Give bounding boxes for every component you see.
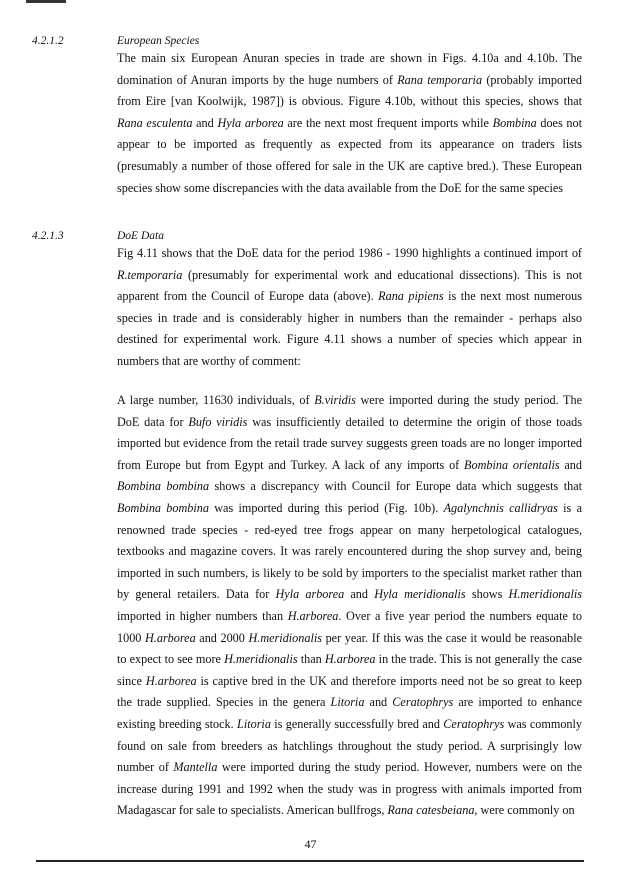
text-run: imported in higher numbers than [117,608,288,623]
species-name: Bombina bombina [117,479,210,494]
species-name: H.meridionalis [508,587,583,602]
species-name: H.meridionalis [224,652,298,667]
species-name: H.meridionalis [248,630,322,645]
species-name: Rana pipiens [378,289,444,304]
text-run: shows [465,587,509,602]
species-name: Bombina bombina [117,500,209,515]
text-run: are imported to enhance existing breeding stock. [117,695,582,731]
species-name: Hyla meridionalis [374,587,466,602]
text-run: . Over a five year period the numbers equate to 1000 [117,608,582,645]
species-name: Bombina [492,115,537,130]
species-name: R.temporaria [117,267,183,282]
text-run: was insufficiently detailed to determine the origin of those toads imported but evidence from the retail trade survey suggests green toads are no longer imported from Europe but from Egypt and Turkey. A lack of any imports of [117,414,582,472]
section-number: 4.2.1.2 [32,35,64,47]
text-run: in the trade. This is not generally the case since [117,652,582,688]
species-name: Bufo viridis [188,414,248,429]
species-name: Ceratophrys [392,695,454,710]
text-run: (probably imported from Eire [van Koolwijk, 1987]) is obvious. Figure 4.10b, without this species, shows that [117,72,582,109]
text-run: and [364,695,393,710]
text-run: were imported during the study period. However, numbers were on the increase during 1991 and 1992 when the study was in progress with animals imported from Madagascar for sale to specialists. American bullfrogs, [117,760,582,818]
section-number: 4.2.1.3 [32,230,64,242]
scan-corner-mark [26,0,66,3]
text-run: Fig 4.11 shows that the DoE data for the period 1986 - 1990 highlights a continued import of [117,246,582,260]
text-run: is the next most numerous species in trade and is considerably higher in numbers than the remainder - perhaps also destined for experimental work. Figure 4.11 shows a number of species which appear in numbers that are worthy of comment: [117,289,582,368]
species-name: H.arborea [324,652,376,667]
species-name: Hyla arborea [217,115,284,130]
text-run: and 2000 [195,630,249,645]
species-name: Mantella [173,760,218,775]
species-name: Litoria [330,695,365,710]
text-run: and [559,457,582,472]
text-run: The main six European Anuran species in trade are shown in Figs. 4.10a and 4.10b. The domination of Anuran imports by the huge numbers of [117,51,582,87]
species-name: Bombina orientalis [464,457,560,472]
species-name: H.arborea [287,608,339,623]
species-name: B.viridis [314,393,356,407]
text-run: than [297,652,325,667]
text-run: was commonly found on sale from breeders as hatchlings throughout the study period. A surprisingly low number of [117,716,582,775]
paragraph [117,390,582,822]
text-run: is captive bred in the UK and therefore imports need not be so great to keep the trade supplied. Species in the genera [117,673,582,710]
text-run: (presumably for experimental work and educational dissections). This is not apparent from the Council of Europe data (above). [117,267,582,304]
section-title: DoE Data [117,230,164,242]
text-run: does not appear to be imported as frequently as expected from its appearance on traders lists (presumably a number of those offered for sale in the UK are captive bred.). These European species show some discrepancies with the data available from the DoE for the same species [117,115,582,195]
text-run: was imported during this period (Fig. 10b). [208,500,444,515]
page-number: 47 [304,837,317,851]
species-name: Ceratophrys [443,716,505,731]
paragraph [117,243,582,373]
section-title: European Species [117,35,200,47]
text-run: is generally successfully bred and [270,716,444,731]
species-name: Litoria [237,716,271,731]
text-run: and [192,115,218,130]
paragraph [117,48,582,199]
species-name: H.arborea [145,630,196,645]
text-run: A large number, 11630 individuals, of [117,393,315,407]
text-run: and [344,587,375,602]
species-name: H.arborea [145,673,197,688]
text-run: is a renowned trade species - red-eyed tree frogs appear on many herpetological catalogues, textbooks and magazine covers. It was rarely encountered during the shop survey and, being imported in such numbers, is likely to be sold by importers to the specialist market rather than by general retailers. Data for [117,500,582,602]
species-name: Rana catesbeiana [387,803,475,818]
text-run: shows a discrepancy with Council for Europe data which suggests that [209,479,582,494]
footer-rule [36,860,584,862]
text-run: per year. If this was the case it would be reasonable to expect to see more [117,630,583,667]
text-run: were imported during the study period. The DoE data for [117,393,583,429]
species-name: Agalynchnis callidryas [443,500,558,515]
text-run: are the next most frequent imports while [283,115,493,130]
species-name: Hyla arborea [275,587,345,602]
species-name: Rana temporaria [397,72,483,87]
text-run: , were commonly on [474,803,575,818]
species-name: Rana esculenta [117,115,193,130]
